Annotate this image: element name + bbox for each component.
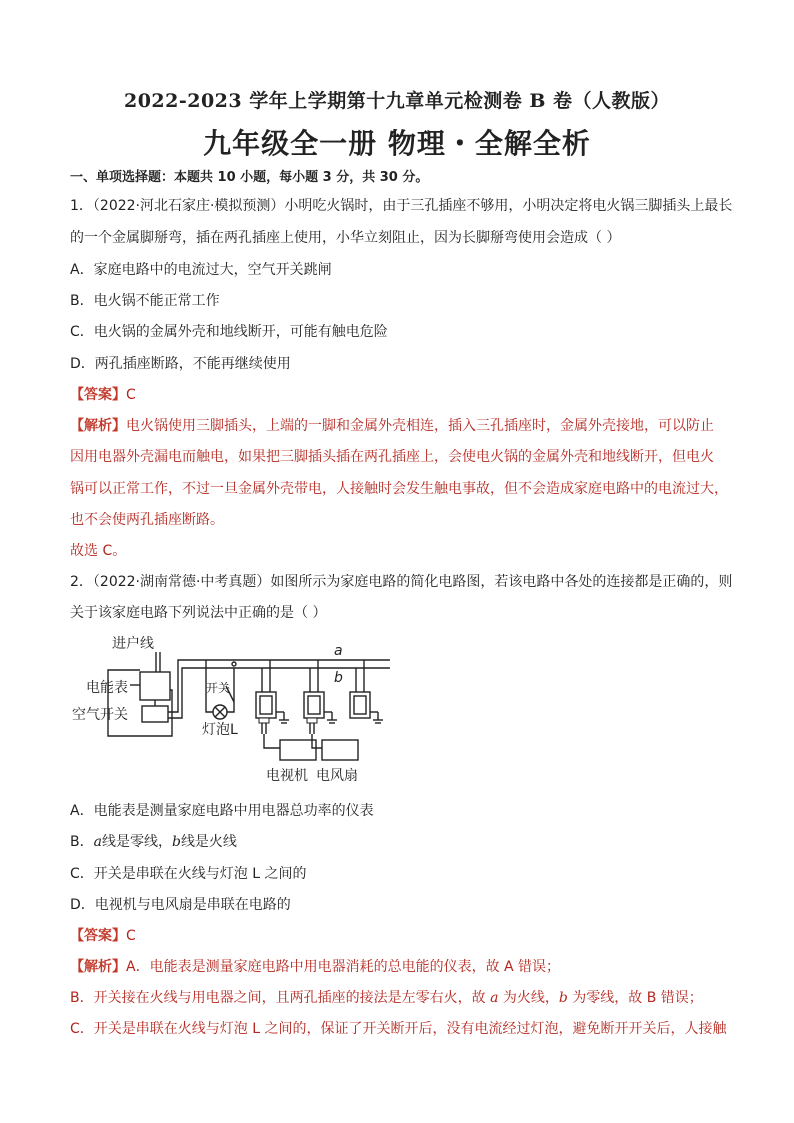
option-b-prefix: B． — [70, 834, 94, 850]
q1-option-b: B．电火锅不能正常工作 — [70, 293, 220, 309]
q2-option-d: D．电视机与电风扇是串联在电路的 — [70, 897, 291, 913]
option-b-mid: 线是零线， — [101, 834, 172, 850]
label-incoming-line: 进户线 — [112, 636, 154, 652]
label-fan: 电风扇 — [316, 768, 358, 784]
q2-answer — [70, 926, 730, 946]
analysis-tag: 【解析】 — [70, 418, 126, 434]
analysis-b-prefix: B．开关接在火线与用电器之间，且两孔插座的接法是左零右火，故 — [70, 990, 491, 1006]
circuit-diagram — [70, 630, 400, 790]
q1-analysis-line2: 因用电器外壳漏电而触电，如果把三脚插头插在两孔插座上，会使电火锅的金属外壳和地线断开，但电火 — [70, 449, 714, 465]
analysis-b-mid: 为火线， — [498, 990, 559, 1006]
document-subtitle: 九年级全一册 物理・全解全析 — [203, 127, 591, 160]
q2-option-b — [70, 832, 730, 852]
label-switch: 开关 — [206, 681, 231, 695]
q2-analysis-c: C．开关是串联在火线与灯泡 L 之间的，保证了开关断开后，没有电流经过灯泡，避免断开开关后，人接触 — [70, 1021, 727, 1037]
label-tv: 电视机 — [266, 768, 308, 784]
section-heading: 一、单项选择题：本题共 10 小题，每小题 3 分，共 30 分。 — [70, 170, 429, 185]
q1-answer — [70, 385, 730, 405]
label-breaker: 空气开关 — [72, 707, 128, 723]
analysis-b-b: b — [558, 990, 568, 1006]
q2-stem-line2: 关于该家庭电路下列说法中正确的是（ ） — [70, 605, 327, 621]
q1-option-c: C．电火锅的金属外壳和地线断开，可能有触电危险 — [70, 324, 388, 340]
q1-analysis-line3: 锅可以正常工作，不过一旦金属外壳带电，人接触时会发生触电事故，但不会造成家庭电路中的电流过大， — [70, 481, 728, 497]
analysis-b-a: a — [490, 990, 499, 1006]
analysis-text: A．电能表是测量家庭电路中用电器消耗的总电能的仪表，故 A 错误； — [126, 959, 561, 975]
q1-analysis-line1 — [70, 416, 730, 436]
analysis-tag: 【解析】 — [70, 959, 126, 975]
label-meter: 电能表 — [86, 680, 128, 696]
q1-stem-line1: 1．（2022·河北石家庄·模拟预测）小明吃火锅时，由于三孔插座不够用，小明决定将电火锅三脚插头上最长 — [70, 198, 733, 214]
option-b-a: a — [93, 834, 102, 850]
answer-value: C — [126, 387, 136, 403]
q2-analysis-b — [70, 988, 730, 1008]
q1-analysis-line4: 也不会使两孔插座断路。 — [70, 512, 224, 528]
q1-conclusion: 故选 C。 — [70, 543, 127, 559]
q1-option-a: A．家庭电路中的电流过大，空气开关跳闸 — [70, 262, 332, 278]
option-b-b: b — [171, 834, 181, 850]
answer-value: C — [126, 928, 136, 944]
q2-analysis-a — [70, 957, 730, 977]
tv-plug-icon — [259, 718, 269, 723]
q1-stem-line2: 的一个金属脚掰弯，插在两孔插座上使用，小华立刻阻止，因为长脚掰弯使用会造成（ ） — [70, 230, 621, 246]
q2-stem-line1: 2．（2022·湖南常德·中考真题）如图所示为家庭电路的简化电路图，若该电路中各处的连接都是正确的，则 — [70, 574, 733, 590]
answer-tag: 【答案】 — [70, 928, 126, 944]
label-wire-b: b — [334, 670, 343, 686]
answer-tag: 【答案】 — [70, 387, 126, 403]
analysis-b-suffix: 为零线，故 B 错误； — [567, 990, 703, 1006]
document-title: 2022-2023 学年上学期第十九章单元检测卷 B 卷（人教版） — [123, 90, 671, 112]
analysis-text: 电火锅使用三脚插头，上端的一脚和金属外壳相连，插入三孔插座时，金属外壳接地，可以防止 — [126, 418, 714, 434]
q2-option-c: C．开关是串联在火线与灯泡 L 之间的 — [70, 866, 307, 882]
q1-option-d: D．两孔插座断路，不能再继续使用 — [70, 356, 291, 372]
q2-option-a: A．电能表是测量家庭电路中用电器总功率的仪表 — [70, 803, 374, 819]
option-b-suffix: 线是火线 — [180, 834, 237, 850]
fan-plug-icon — [307, 718, 317, 723]
label-bulb: 灯泡L — [202, 722, 238, 738]
label-wire-a: a — [334, 643, 343, 659]
